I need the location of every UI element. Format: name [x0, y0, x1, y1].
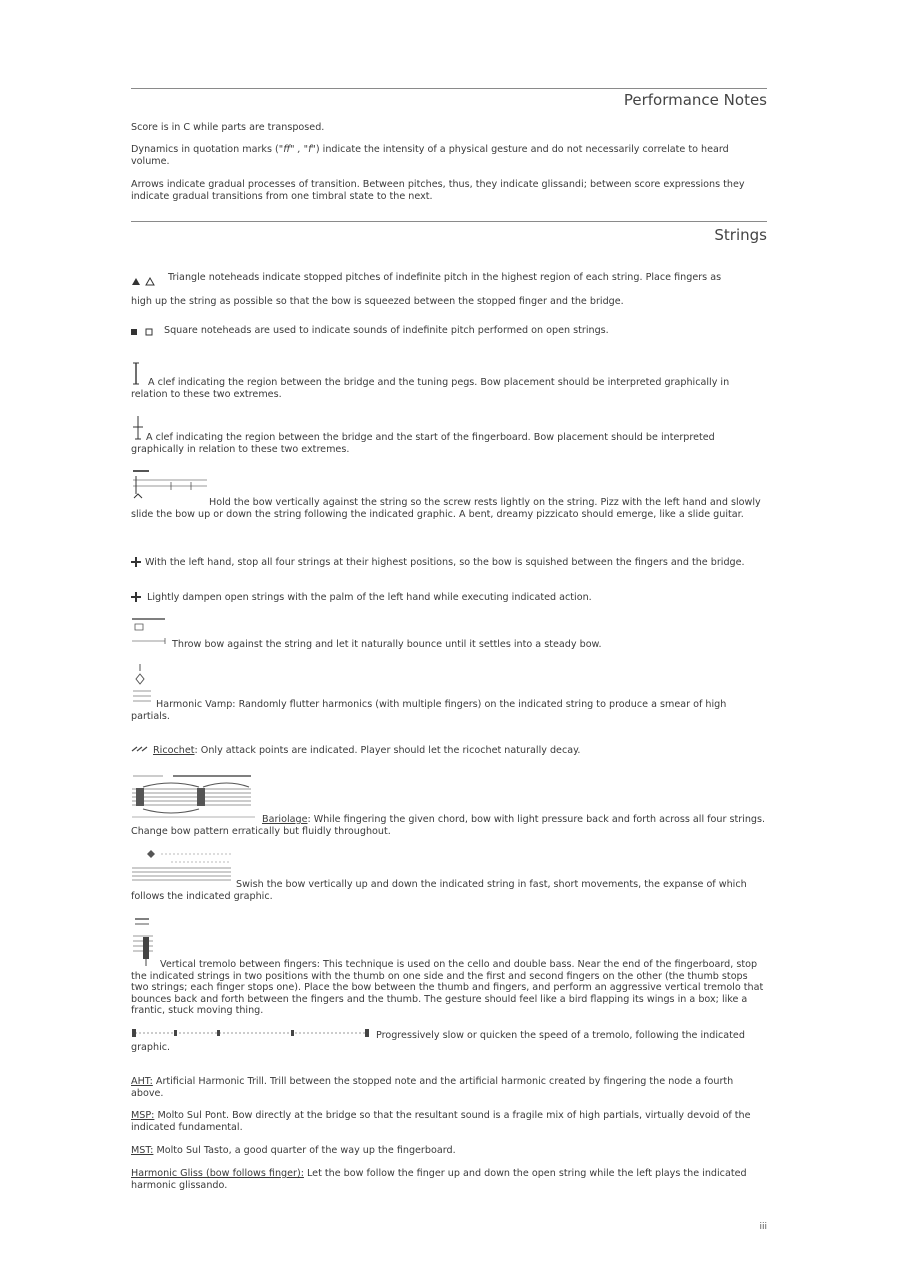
clef-pegs-text: A clef indicating the region between the bridge and the tuning pegs. Bow placement should be interpreted graphically in relation to these two extremes. [131, 377, 730, 400]
ricochet-text [153, 745, 767, 757]
note-dynamics [131, 144, 767, 167]
strings-heading: Strings [714, 226, 767, 244]
note-transposition: Score is in C while parts are transposed. [131, 122, 325, 133]
stop-all-text: With the left hand, stop all four strings at their highest positions, so the bow is squished between the fingers and the bridge. [145, 557, 745, 568]
triangle-text-b: high up the string as possible so that the bow is squeezed between the stopped finger and the bridge. [131, 296, 624, 307]
square-notehead-icon [131, 327, 157, 337]
bariolage-term: Bariolage [262, 814, 308, 825]
harmonic-gliss-description: Let the bow follow the finger up and down the open string while the left plays the indicated harmonic glissando. [131, 1168, 747, 1191]
msp-description: Molto Sul Pont. Bow directly at the bridge so that the resultant sound is a fragile mix of high partials, virtually devoid of the indicated fundamental. [131, 1110, 751, 1133]
throw-bow-text: Throw bow against the string and let it naturally bounce until it settles into a steady bow. [172, 639, 602, 650]
square-text: Square noteheads are used to indicate sounds of indefinite pitch performed on open strings. [164, 325, 609, 336]
ricochet-icon [131, 745, 149, 753]
harmonic-gliss-term: Harmonic Gliss (bow follows finger): [131, 1168, 304, 1179]
dampen-text: Lightly dampen open strings with the palm of the left hand while executing indicated action. [147, 592, 592, 603]
mst-term: MST: [131, 1145, 154, 1156]
mst-definition [131, 1145, 767, 1157]
mst-description: Molto Sul Tasto, a good quarter of the way up the fingerboard. [153, 1145, 456, 1156]
top-divider [131, 88, 767, 89]
ricochet-term: Ricochet [153, 745, 195, 756]
clef-fingerboard-text: A clef indicating the region between the bridge and the start of the fingerboard. Bow placement should be interpreted graphically in relation to these two extremes. [131, 432, 715, 455]
harmonic-vamp-text: Harmonic Vamp: Randomly flutter harmonics (with multiple fingers) on the indicated string to produce a smear of high partials. [131, 699, 727, 722]
vertical-bow-text: Hold the bow vertically against the string so the screw rests lightly on the string. Pizz with the left hand and slowly slide the bow up or down the string following the indicated graphic. A bent, dreamy pizzicato should emerge, like a slide guitar. [131, 497, 761, 520]
note-dynamics-text-b: ) indicate the intensity of a physical gesture and do not necessarily correlate to heard volume. [131, 144, 729, 167]
swish-text: Swish the bow vertically up and down the indicated string in fast, short movements, the expanse of which follows the indicated graphic. [131, 879, 747, 902]
page-number: iii [759, 1222, 767, 1232]
aht-definition [131, 1076, 767, 1099]
triangle-text-a: Triangle noteheads indicate stopped pitches of indefinite pitch in the highest region of each string. Place fingers as [168, 272, 722, 283]
harmonic-gliss-definition [131, 1168, 767, 1191]
vertical-tremolo-text: Vertical tremolo between fingers: This technique is used on the cello and double bass. Near the end of the fingerboard, stop the indicated strings in two positions with the thumb on one side and the first and second fingers on the other (the thumb stops two strings; each finger stops one). Place the bow between the thumb and fingers, and perform an aggressive vertical tremolo that bounces back and forth between the fingers and the thumb. The gesture should feel like a bird flapping its wings in a box; like a frantic, stuck moving thing. [131, 959, 764, 1017]
throw-bow-graphic-icon [131, 616, 169, 646]
dynamics-symbols: "ff" , "f" [278, 144, 316, 155]
triangle-notehead-icon [131, 276, 155, 286]
bariolage-description: : While fingering the given chord, bow with light pressure back and forth across all four strings. Change bow pattern erratically but fluidly throughout. [131, 814, 766, 837]
dampen-icon [131, 592, 141, 602]
performance-notes-heading: Performance Notes [623, 91, 767, 109]
bariolage-text [131, 814, 767, 837]
note-arrows: Arrows indicate gradual processes of transition. Between pitches, thus, they indicate glissandi; between score expressions they indicate gradual transitions from one timbral state to the next. [131, 179, 745, 202]
aht-term: AHT: [131, 1076, 153, 1087]
msp-term: MSP: [131, 1110, 155, 1121]
strings-divider [131, 221, 767, 222]
ricochet-description: : Only attack points are indicated. Player should let the ricochet naturally decay. [194, 745, 581, 756]
msp-definition [131, 1110, 767, 1133]
tremolo-speed-text: Progressively slow or quicken the speed of a tremolo, following the indicated graphic. [131, 1030, 745, 1053]
aht-description: Artificial Harmonic Trill. Trill between the stopped note and the artificial harmonic created by fingering the node a fourth above. [131, 1076, 734, 1099]
note-dynamics-text-a: Dynamics in quotation marks ( [131, 144, 279, 155]
